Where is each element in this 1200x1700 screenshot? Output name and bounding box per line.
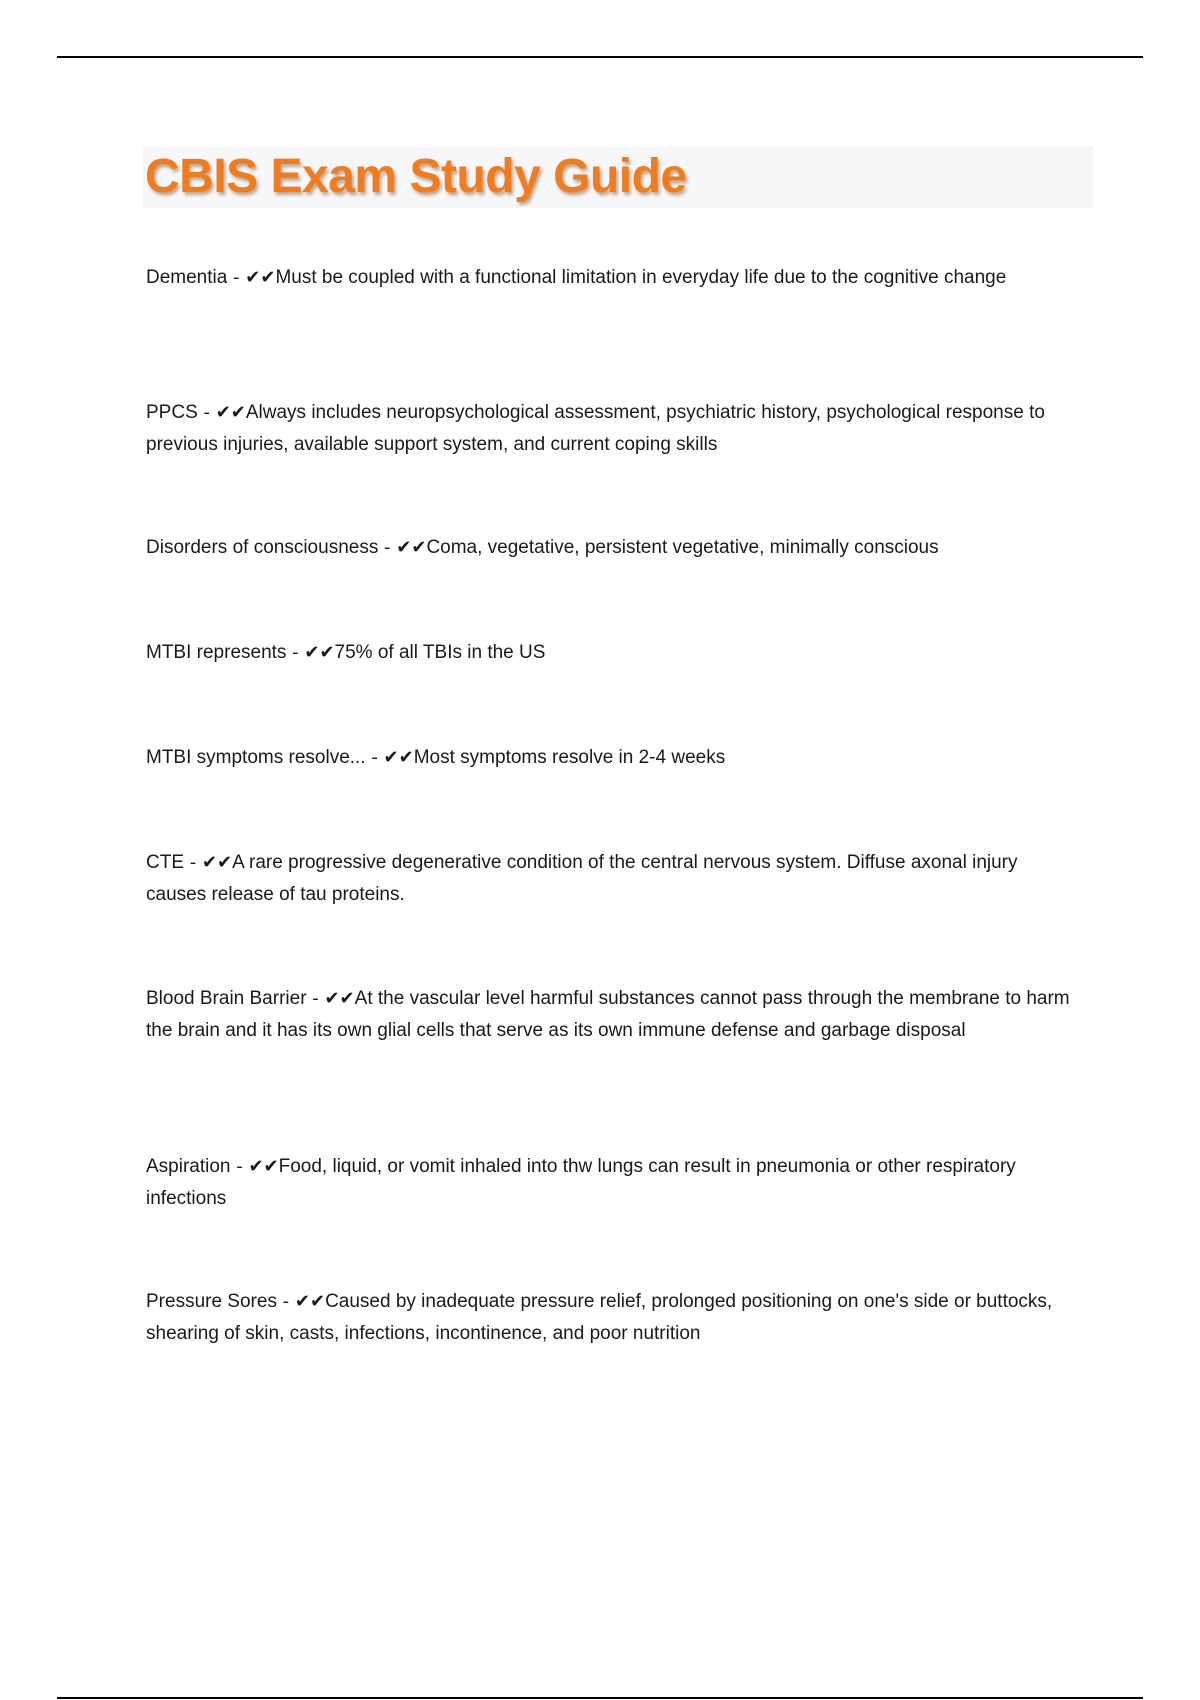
document-title: CBIS Exam Study Guide [145,150,687,203]
entry-term: MTBI represents [146,642,287,663]
study-entry-disorders-of-consciousness [146,532,1076,564]
study-entry-aspiration [146,1151,1076,1215]
entry-term: Blood Brain Barrier [146,988,307,1009]
entry-definition: Coma, vegetative, persistent vegetative, minimally conscious [426,537,939,558]
entry-definition: At the vascular level harmful substances cannot pass through the membrane to harm the brain and it has its own glial cells that serve as its own immune defense and garbage disposal [146,988,1070,1041]
entry-separator: - ✔✔ [230,1156,279,1177]
study-entry-ppcs [146,397,1076,461]
entry-separator: - ✔✔ [365,747,414,768]
entry-definition: A rare progressive degenerative condition of the central nervous system. Diffuse axonal injury causes release of tau proteins. [146,852,1018,905]
entry-separator: - ✔✔ [286,642,335,663]
entry-term: Disorders of consciousness [146,537,379,558]
entry-separator: - ✔✔ [227,267,276,288]
entry-definition: Must be coupled with a functional limitation in everyday life due to the cognitive change [275,267,1007,288]
study-entry-dementia [146,262,1076,294]
entry-separator: - ✔✔ [378,537,427,558]
entry-definition: Always includes neuropsychological assessment, psychiatric history, psychological response to previous injuries, available support system, and current coping skills [146,402,1045,455]
entry-definition: Most symptoms resolve in 2-4 weeks [413,747,726,768]
entry-term: Aspiration [146,1156,231,1177]
entry-term: Pressure Sores [146,1291,277,1312]
entry-separator: - ✔✔ [306,988,355,1009]
entry-separator: - ✔✔ [197,402,246,423]
entry-term: MTBI symptoms resolve... [146,747,366,768]
study-entry-blood-brain-barrier [146,983,1076,1047]
entry-term: Dementia [146,267,228,288]
entry-definition: 75% of all TBIs in the US [334,642,546,663]
study-entry-cte [146,847,1076,911]
entry-term: PPCS [146,402,198,423]
study-entry-mtbi-symptoms [146,742,1076,774]
study-entry-mtbi-represents [146,637,1076,669]
entry-definition: Food, liquid, or vomit inhaled into thw lungs can result in pneumonia or other respiratory infections [146,1156,1016,1209]
page-bottom-rule [57,1697,1143,1699]
entry-term: CTE [146,852,184,873]
entry-separator: - ✔✔ [184,852,233,873]
entry-separator: - ✔✔ [276,1291,326,1312]
entry-definition: Caused by inadequate pressure relief, prolonged positioning on one's side or buttocks, shearing of skin, casts, infections, incontinence, and poor nutrition [146,1291,1053,1344]
page-top-rule [57,56,1143,58]
study-entry-pressure-sores [146,1286,1076,1350]
